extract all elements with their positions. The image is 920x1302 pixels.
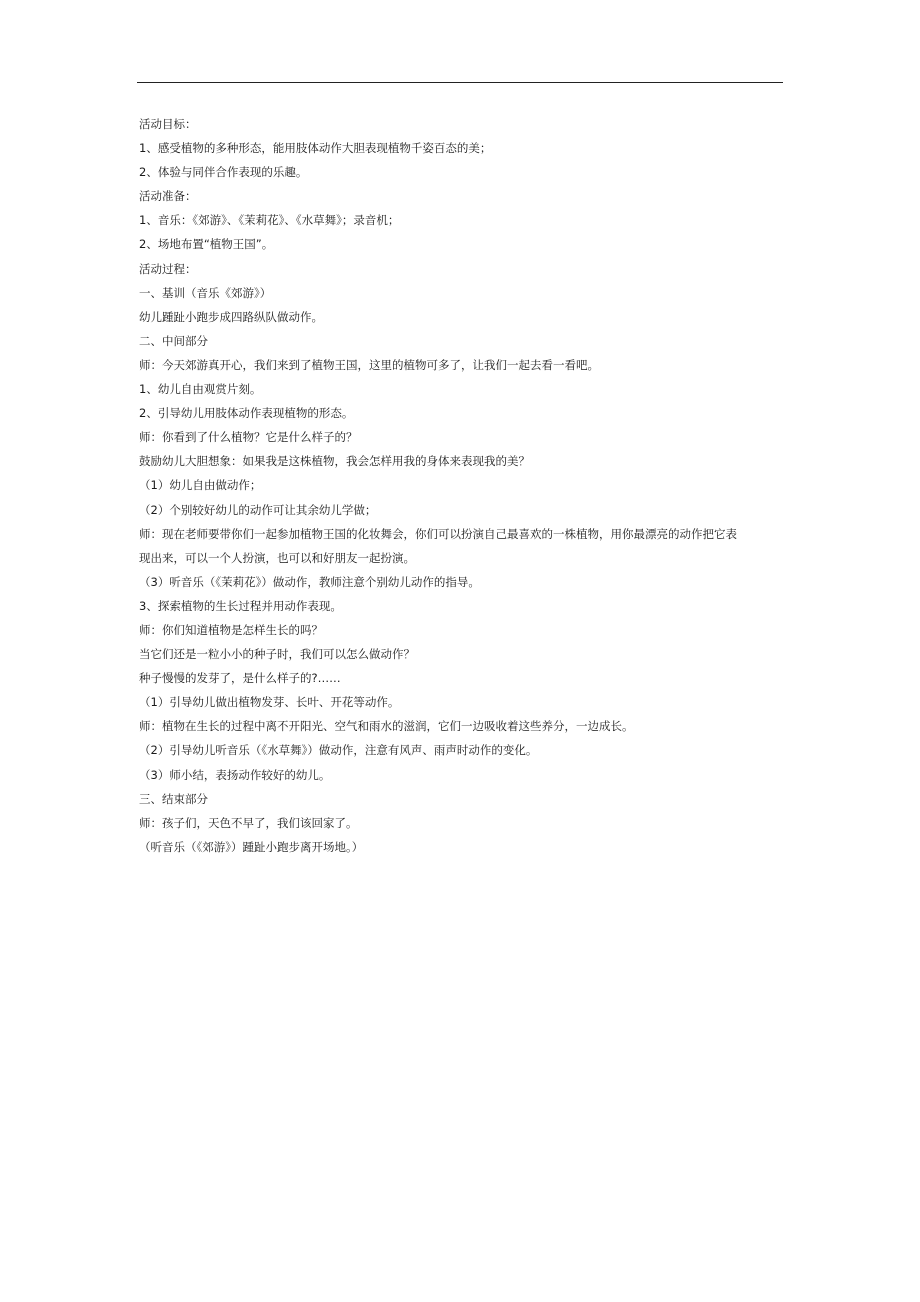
document-body <box>139 112 789 859</box>
goal-item-1: 1、感受植物的多种形态，能用肢体动作大胆表现植物千姿百态的美； <box>139 141 492 156</box>
section-heading-goals: 活动目标： <box>139 117 197 131</box>
text-line: 师：你看到了什么植物？它是什么样子的？ <box>139 430 358 445</box>
text-line: （1）引导幼儿做出植物发芽、长叶、开花等动作。 <box>139 695 400 710</box>
text-line: （3）听音乐（《茉莉花》）做动作，教师注意个别幼儿动作的指导。 <box>139 574 480 589</box>
process-part-3-heading: 三、结束部分 <box>139 791 208 806</box>
text-line: （听音乐（《郊游》）踵趾小跑步离开场地。） <box>139 839 364 854</box>
text-line: 师：现在老师要带你们一起参加植物王国的化妆舞会，你们可以扮演自己最喜欢的一株植物，用你最漂亮的动作把它表 <box>139 526 737 541</box>
text-line: （2）引导幼儿听音乐（《水草舞》）做动作，注意有风声、雨声时动作的变化。 <box>139 743 538 758</box>
preparation-item-2: 2、场地布置“植物王国”。 <box>139 237 274 252</box>
text-line: 当它们还是一粒小小的种子时，我们可以怎么做动作？ <box>139 647 415 662</box>
text-line: 种子慢慢的发芽了，是什么样子的?…… <box>139 671 341 686</box>
text-line: 师：孩子们，天色不早了，我们该回家了。 <box>139 815 358 830</box>
text-line: 鼓励幼儿大胆想象：如果我是这株植物，我会怎样用我的身体来表现我的美？ <box>139 454 530 469</box>
preparation-item-1: 1、音乐：《郊游》、《茉莉花》、《水草舞》；录音机； <box>139 213 400 228</box>
process-part-2-heading: 二、中间部分 <box>139 333 208 348</box>
process-part-1-heading: 一、基训（音乐《郊游》） <box>139 285 272 300</box>
text-line: 现出来，可以一个人扮演，也可以和好朋友一起扮演。 <box>139 550 415 565</box>
header-rule <box>137 82 783 83</box>
text-line: 师：今天郊游真开心，我们来到了植物王国，这里的植物可多了，让我们一起去看一看吧。 <box>139 357 599 372</box>
text-line: （3）师小结，表扬动作较好的幼儿。 <box>139 767 331 782</box>
section-heading-preparation: 活动准备： <box>139 189 197 204</box>
text-line: 3、探索植物的生长过程并用动作表现。 <box>139 598 342 613</box>
text-line: 师：植物在生长的过程中离不开阳光、空气和雨水的滋润，它们一边吸收着这些养分，一边成长。 <box>139 719 634 734</box>
text-line: （1）幼儿自由做动作； <box>139 478 262 493</box>
text-line: （2）个别较好幼儿的动作可让其余幼儿学做； <box>139 502 377 517</box>
text-line: 幼儿踵趾小跑步成四路纵队做动作。 <box>139 309 323 324</box>
text-line: 师：你们知道植物是怎样生长的吗？ <box>139 622 323 637</box>
section-heading-process: 活动过程： <box>139 261 197 276</box>
text-line: 2、引导幼儿用肢体动作表现植物的形态。 <box>139 406 354 421</box>
goal-item-2: 2、体验与同伴合作表现的乐趣。 <box>139 165 308 180</box>
text-line: 1、幼儿自由观赏片刻。 <box>139 382 262 397</box>
